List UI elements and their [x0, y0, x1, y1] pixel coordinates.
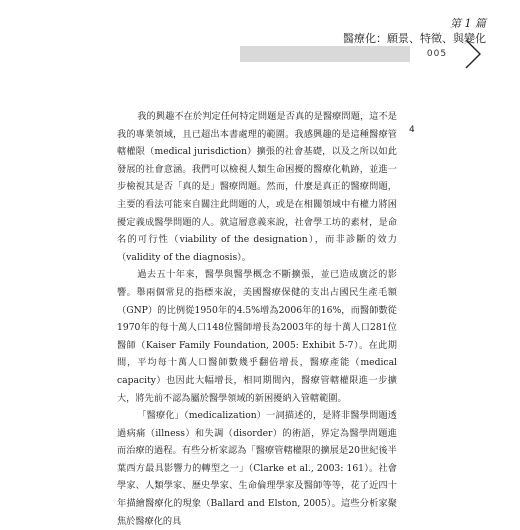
header-arrow-icon [462, 38, 494, 70]
running-header-subtitle: 醫療化：願景、特徵、與變化 [343, 32, 486, 45]
body-text [117, 108, 397, 530]
margin-note-number: 4 [409, 125, 415, 135]
paragraph: 過去五十年來，醫學與醫學概念不斷擴張，並已造成廣泛的影響。舉兩個常見的指標來說，美國醫療保健的支出占國民生產毛額（GNP）的比例從1950年的4.5%增為2006年的16%，而醫師數從1970年的每十萬人口148位醫師增長為2003年的每十萬人口281位醫師（Kaiser Family Foundation, 2005: Exhibit 5-7）。在此期間，平均每十萬人口醫師數幾乎翻倍增長，醫療產能（medical capacity）也因此大幅增長，相同期間內，醫療管轄權限進一步擴大，將先前不認為屬於醫學領域的新困擾納入管轄範圍。 [117, 269, 397, 404]
running-header-chapter: 第 1 篇 [450, 17, 486, 30]
page-number: 005 [426, 49, 448, 59]
paragraph: 「醫療化」（medicalization）一詞描述的，是將非醫學問題透過病痛（illness）和失調（disorder）的術語，界定為醫學問題進而治療的過程。有些分析家認為「醫療管轄權限的擴展是20世紀後半葉西方最具影響力的轉型之一」（Clarke et al., 2003: 161）。社會學家、人類學家、歷史學家、生命倫理學家及醫師等等，花了近四十年描繪醫療化的現象（Ballard and Elston, 2005）。這些分析家聚焦於醫療化的具 [117, 410, 397, 527]
paragraph: 我的興趣不在於判定任何特定問題是否真的是醫療問題，這不是我的專業領域，且已超出本書處理的範圍。我感興趣的是這種醫療管轄權限（medical jurisdiction）擴張的社會基礎，以及之所以如此發展的社會意涵。我們可以檢視人類生命困擾的醫療化軌跡，並進一步檢視其是否「真的是」醫療問題。然而，什麼是真正的醫療問題，主要的看法可能來自關注此問題的人，或是在相關領域中有權力將困擾定義成醫學問題的人。就這層意義來說，社會學工坊的素材，是命名的可行性（viability of the designation），而非診斷的效力（validity of the diagnosis）。 [117, 111, 397, 263]
header-bar [240, 46, 410, 62]
